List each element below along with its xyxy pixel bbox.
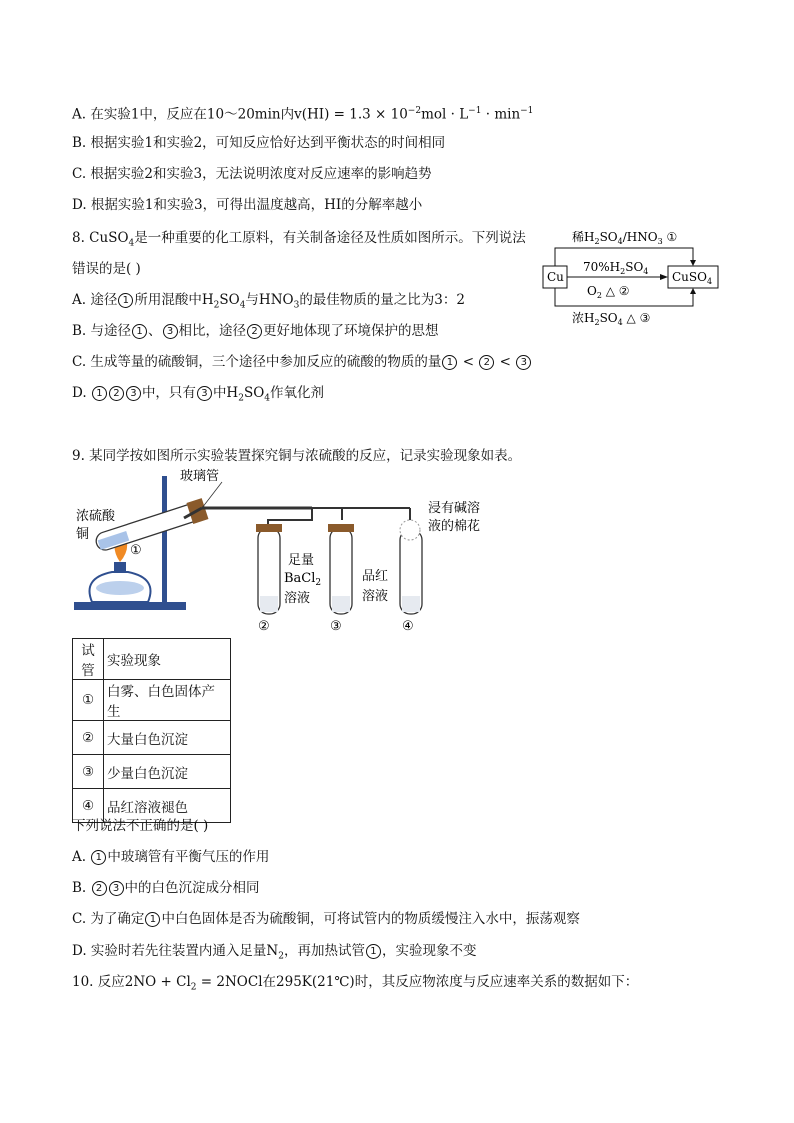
route1-label: 稀$H_2SO_4/HNO_3$ ①: [572, 230, 678, 246]
header-tube: 试管: [73, 639, 104, 680]
header-phenomenon: 实验现象: [104, 639, 231, 680]
row-phenomenon: 白雾、白色固体产生: [104, 680, 231, 721]
q7-option-b: B. 根据实验1和实验2，可知反应恰好达到平衡状态的时间相同: [72, 135, 446, 151]
q8-route-diagram: [540, 224, 725, 330]
row-phenomenon: 大量白色沉淀: [104, 721, 231, 755]
cotton-label-1: 浸有碱溶: [428, 501, 481, 516]
bacl2-soln-label: 溶液: [284, 591, 311, 606]
excess-label: 足量: [288, 553, 315, 568]
glass-tube-pointer: [202, 482, 222, 508]
row-tube: ③: [73, 755, 104, 789]
observation-table: [72, 638, 231, 823]
q8-option-c: C. 生成等量的硫酸铜，三个途径中参加反应的硫酸的物质的量 1 < 2 < 3: [72, 352, 532, 372]
q9-option-c: C. 为了确定 1 中白色固体是否为硫酸铜，可将试管内的物质缓慢注入水中，振荡观察: [72, 911, 580, 927]
q8-stem: 8. CuSO$_4$是一种重要的化工原料，有关制备途径及性质如图所示。下列说法: [72, 230, 526, 249]
route2-bottom-label: $O_2$ △ ②: [587, 284, 630, 300]
q9-option-d: D. 实验时若先往装置内通入足量$N_2$，再加热试管 1 ，实验现象不变: [72, 943, 477, 962]
q9-option-a: A. 1 中玻璃管有平衡气压的作用: [72, 849, 270, 865]
copper-label: 铜: [76, 527, 90, 542]
table-row: [73, 680, 231, 721]
q9-stem: 9. 某同学按如图所示实验装置探究铜与浓硫酸的反应，记录实验现象如表。: [72, 448, 522, 464]
row-tube: ②: [73, 721, 104, 755]
glass-tube-label: 玻璃管: [180, 469, 220, 484]
route3-label: 浓$H_2SO_4$ △ ③: [572, 311, 651, 327]
tube-2-number: ②: [258, 619, 270, 634]
q8-option-d: D. 1 2 3 中，只有 3 中$H_2SO_4$作氧化剂: [72, 385, 325, 404]
table-row: [73, 755, 231, 789]
table-header-row: [73, 639, 231, 680]
cuso4-label: CuSO$_4$: [672, 270, 713, 286]
cotton-ball: [400, 520, 420, 540]
route1-path: [555, 248, 693, 266]
route2-top-label: $70\%H_2SO_4$: [583, 260, 649, 276]
row-tube: ④: [73, 789, 104, 823]
q7-option-a: A. 在实验1中，反应在10～20min内$v(HI) = 1.3 \times 10^{-2}mol \cdot L^{-1} \cdot \min^{-1}$: [72, 106, 534, 123]
row-phenomenon: 品红溶液褪色: [104, 789, 231, 823]
cu-label: Cu: [547, 270, 564, 284]
row-tube: ①: [73, 680, 104, 721]
pinkred-soln-label: 溶液: [362, 589, 389, 604]
q9-option-b: B. 2 3 中的白色沉淀成分相同: [72, 880, 260, 896]
tube-4-number: ④: [402, 619, 414, 634]
bacl2-label: BaCl$_2$: [284, 571, 322, 588]
pinkred-label: 品红: [362, 569, 389, 584]
tube-3-number: ③: [330, 619, 342, 634]
q8-option-b: B. 与途径 1 、 3 相比，途径 2 更好地体现了环境保护的思想: [72, 323, 439, 339]
conc-acid-label: 浓硫酸: [76, 509, 116, 524]
stand-base: [74, 602, 186, 610]
q9-apparatus: [72, 468, 502, 634]
q8-stem-2: 错误的是( ): [72, 261, 141, 277]
stand-rod: [162, 476, 167, 604]
q7-option-d: D. 根据实验1和实验3，可得出温度越高，HI的分解率越小: [72, 197, 423, 213]
q7-option-c: C. 根据实验2和实验3，无法说明浓度对反应速率的影响趋势: [72, 166, 432, 182]
tube-1-number: ①: [130, 543, 142, 558]
cotton-label-2: 液的棉花: [428, 519, 481, 534]
table-row: [73, 721, 231, 755]
q10-stem: 10. 反应$2NO + Cl_2$ = 2NOCl在295K(21℃)时，其反应物浓度与反应速率关系的数据如下：: [72, 974, 639, 993]
row-phenomenon: 少量白色沉淀: [104, 755, 231, 789]
q9-question: 下列说法不正确的是( ): [72, 818, 209, 834]
q8-option-a: A. 途径 1 所用混酸中$H_2SO_4$与$HNO_3$的最佳物质的量之比为3：2: [72, 292, 465, 311]
